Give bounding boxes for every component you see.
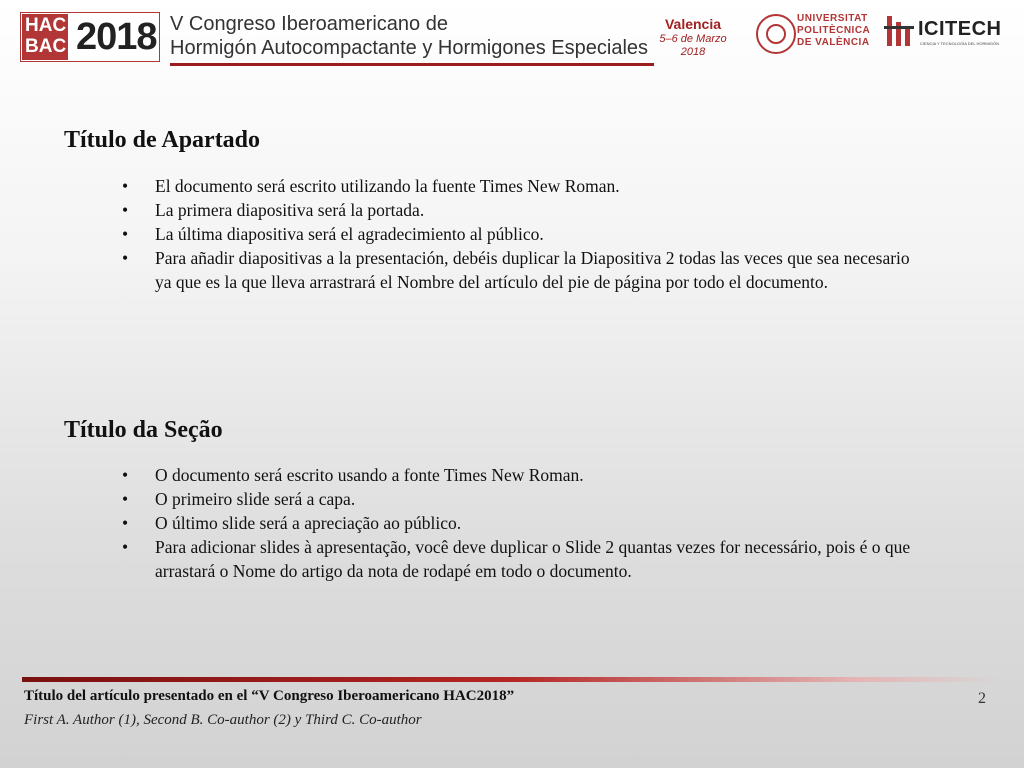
list-item: [122, 246, 922, 294]
list-item: [122, 198, 922, 222]
upv-line2: POLITÈCNICA: [797, 25, 871, 36]
footer-authors: First A. Author (1), Second B. Co-author (2) y Third C. Co-author: [24, 712, 422, 728]
upv-seal-icon: [756, 14, 796, 54]
list-item: [122, 487, 922, 511]
hac-logo-line2: BAC: [25, 36, 67, 57]
list-item-text: Para añadir diapositivas a la presentación, debéis duplicar la Diapositiva 2 todas las veces que sea necesario ya que es la que lleva arrastrará el Nombre del artículo del pie de página por todo el documento.: [155, 248, 910, 292]
bullet-icon: •: [122, 537, 129, 557]
bullet-icon: •: [122, 176, 129, 196]
bullet-icon: •: [122, 513, 129, 533]
upv-logo-text: [797, 13, 870, 49]
icitech-logo-subtitle: CIENCIA Y TECNOLOGÍA DEL HORMIGÓN: [920, 41, 999, 46]
bullet-list-2: [122, 463, 922, 583]
footer-divider: [22, 677, 1000, 682]
list-item: [122, 463, 922, 487]
list-item-text: Para adicionar slides à apresentação, você deve duplicar o Slide 2 quantas vezes for necessário, pois é o que arrastará o Nome do artigo da nota de rodapé em todo o documento.: [155, 537, 911, 581]
hac-logo-year: 2018: [76, 16, 157, 58]
list-item-text: O documento será escrito usando a fonte Times New Roman.: [155, 465, 584, 485]
conference-title-line1: V Congreso Iberoamericano de: [170, 13, 448, 35]
bullet-icon: •: [122, 200, 129, 220]
bullet-icon: •: [122, 224, 129, 244]
conference-title-line2: Hormigón Autocompactante y Hormigones Especiales: [170, 37, 649, 59]
venue-dates: 5–6 de Marzo: [659, 33, 727, 45]
slide-header: [0, 0, 1024, 75]
upv-line3: DE VALÈNCIA: [797, 37, 870, 48]
bullet-icon: •: [122, 248, 129, 268]
list-item: [122, 511, 922, 535]
section-title-2: Título da Seção: [64, 417, 223, 443]
hac-logo-line1: HAC: [25, 15, 67, 36]
section-title-1: Título de Apartado: [64, 127, 261, 153]
list-item: [122, 535, 922, 583]
list-item-text: O primeiro slide será a capa.: [155, 489, 356, 509]
hac2018-logo: [20, 12, 160, 62]
page-number: 2: [978, 690, 986, 707]
venue-year: 2018: [680, 46, 706, 58]
bullet-icon: •: [122, 489, 129, 509]
conference-title: [170, 12, 648, 60]
header-divider: [170, 63, 654, 66]
hac-logo-box: [22, 14, 68, 60]
bullet-list-1: [122, 174, 922, 294]
upv-line1: UNIVERSITAT: [797, 13, 868, 24]
icitech-mark-icon: [884, 14, 914, 50]
list-item: [122, 174, 922, 198]
venue-city: Valencia: [664, 16, 722, 32]
footer-article-title: Título del artículo presentado en el “V Congreso Iberoamericano HAC2018”: [24, 688, 515, 704]
list-item-text: La última diapositiva será el agradecimiento al público.: [155, 224, 544, 244]
venue-info: [648, 16, 738, 59]
list-item-text: O último slide será a apreciação ao público.: [155, 513, 462, 533]
list-item-text: El documento será escrito utilizando la fuente Times New Roman.: [155, 176, 620, 196]
bullet-icon: •: [122, 465, 129, 485]
list-item-text: La primera diapositiva será la portada.: [155, 200, 425, 220]
list-item: [122, 222, 922, 246]
icitech-logo-text: ICITECH: [918, 18, 1002, 40]
